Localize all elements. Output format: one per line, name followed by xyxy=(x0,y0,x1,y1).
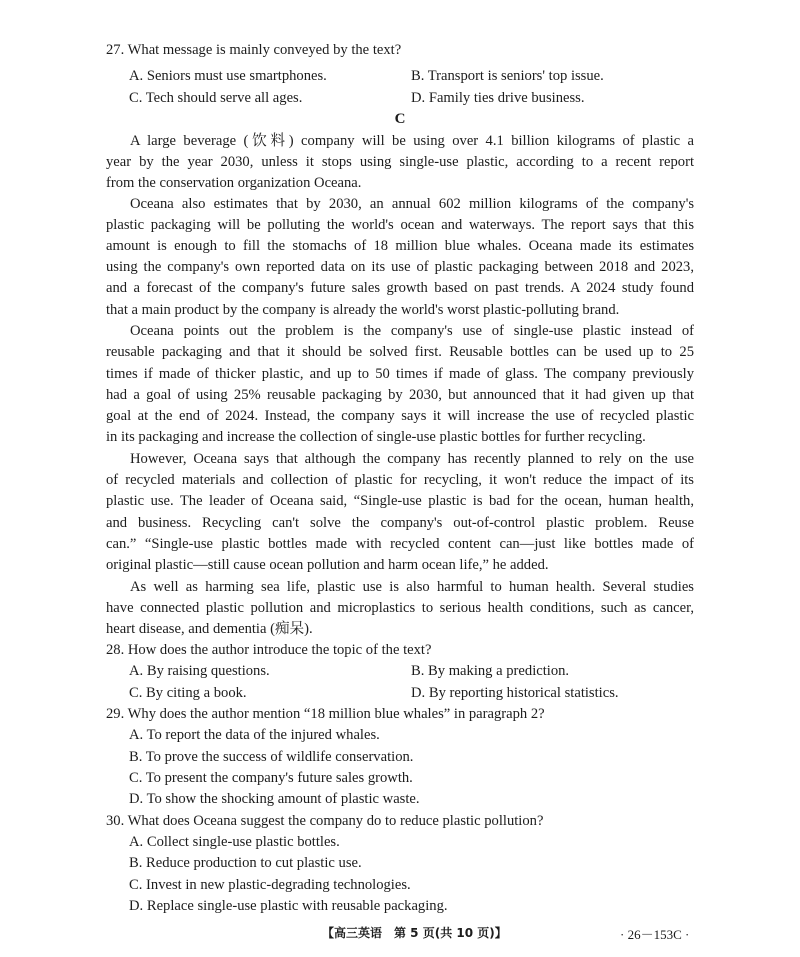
question-29-option-c: C. To present the company's future sales growth. xyxy=(129,770,413,786)
footer-exam-code: · 26－153C · xyxy=(620,927,690,942)
question-28-stem: 28. How does the author introduce the topic of the text? xyxy=(106,642,432,658)
question-29-option-d: D. To show the shocking amount of plastic waste. xyxy=(129,791,420,807)
question-30-option-b: B. Reduce production to cut plastic use. xyxy=(129,855,362,871)
question-30-stem: 30. What does Oceana suggest the company do to reduce plastic pollution? xyxy=(106,813,544,829)
footer-page-info: 【高三英语 第 5 页(共 10 页)】 xyxy=(322,926,507,940)
section-label: C xyxy=(394,111,406,127)
passage-p4-line: can.” “Single-use plastic bottles made with recycled content can—just like bottles made of xyxy=(106,536,694,552)
passage-p4-line: and business. Recycling can't solve the company's out-of-control plastic problem. Reuse xyxy=(106,515,694,531)
passage-p5-line: As well as harming sea life, plastic use is also harmful to human health. Several studies xyxy=(130,579,694,595)
question-29-stem: 29. Why does the author mention “18 million blue whales” in paragraph 2? xyxy=(106,706,545,722)
passage-p5-line: have connected plastic pollution and microplastics to serious health conditions, such as cancer, xyxy=(106,600,694,616)
passage-p2-line: and a forecast of the company's future sales growth based on past trends. A 2024 study found xyxy=(106,280,694,296)
passage-p2-line: amount is enough to fill the stomachs of 18 million blue whales. Oceana made its estimates xyxy=(106,238,694,254)
passage-p3-line: Oceana points out the problem is the company's use of single-use plastic instead of xyxy=(130,323,694,339)
passage-p1-line: from the conservation organization Oceana. xyxy=(106,175,362,191)
passage-p3-line: times if made of thicker plastic, and up to 50 times if made of glass. The company previously xyxy=(106,366,694,382)
passage-p4-line: However, Oceana says that although the company has recently planned to rely on the use xyxy=(130,451,694,467)
passage-p2-line: using the company's own reported data on its use of plastic packaging between 2018 and 2023, xyxy=(106,259,694,275)
passage-p4-line: of recycled materials and collection of plastic for recycling, it won't reduce the impact of its xyxy=(106,472,694,488)
question-28-option-b: B. By making a prediction. xyxy=(411,663,570,679)
passage-p3-line: goal at the end of 2024. Instead, the company says it will increase the use of recycled plastic xyxy=(106,408,694,424)
passage-p2-line: that a main product by the company is already the world's worst plastic-polluting brand. xyxy=(106,302,620,318)
question-30-option-a: A. Collect single-use plastic bottles. xyxy=(129,834,340,850)
question-27-stem: 27. What message is mainly conveyed by the text? xyxy=(106,42,402,58)
question-27-option-d: D. Family ties drive business. xyxy=(411,90,585,106)
passage-p4-line: original plastic—still cause ocean pollution and harm ocean life,” he added. xyxy=(106,557,549,573)
question-30-option-c: C. Invest in new plastic-degrading technologies. xyxy=(129,877,411,893)
question-28-option-d: D. By reporting historical statistics. xyxy=(411,685,619,701)
question-28-option-a: A. By raising questions. xyxy=(129,663,270,679)
passage-p4-line: plastic use. The leader of Oceana said, “Single-use plastic is bad for the ocean, human health, xyxy=(106,493,694,509)
question-30-option-d: D. Replace single-use plastic with reusable packaging. xyxy=(129,898,448,914)
passage-p2-line: Oceana also estimates that by 2030, an annual 602 million kilograms of the company's xyxy=(130,196,694,212)
question-27-option-a: A. Seniors must use smartphones. xyxy=(129,68,327,84)
passage-p2-line: plastic packaging will be polluting the world's ocean and waterways. The report says that this xyxy=(106,217,694,233)
passage-p3-line: reusable packaging and that it should be solved first. Reusable bottles can be used up to 25 xyxy=(106,344,694,360)
question-27-option-c: C. Tech should serve all ages. xyxy=(129,90,303,106)
passage-p1-line: year by the year 2030, unless it stops using single-use plastic, according to a recent report xyxy=(106,154,694,170)
passage-p3-line: had a goal of using 25% reusable packaging by 2030, but announced that it had given up that xyxy=(106,387,694,403)
question-28-option-c: C. By citing a book. xyxy=(129,685,247,701)
passage-p1-line: A large beverage (饮料) company will be using over 4.1 billion kilograms of plastic a xyxy=(130,133,694,149)
question-29-option-b: B. To prove the success of wildlife conservation. xyxy=(129,749,414,765)
passage-p3-line: in its packaging and increase the collection of single-use plastic bottles for further recycling. xyxy=(106,429,646,445)
question-27-option-b: B. Transport is seniors' top issue. xyxy=(411,68,604,84)
question-29-option-a: A. To report the data of the injured whales. xyxy=(129,727,380,743)
passage-p5-line: heart disease, and dementia (痴呆). xyxy=(106,621,313,637)
